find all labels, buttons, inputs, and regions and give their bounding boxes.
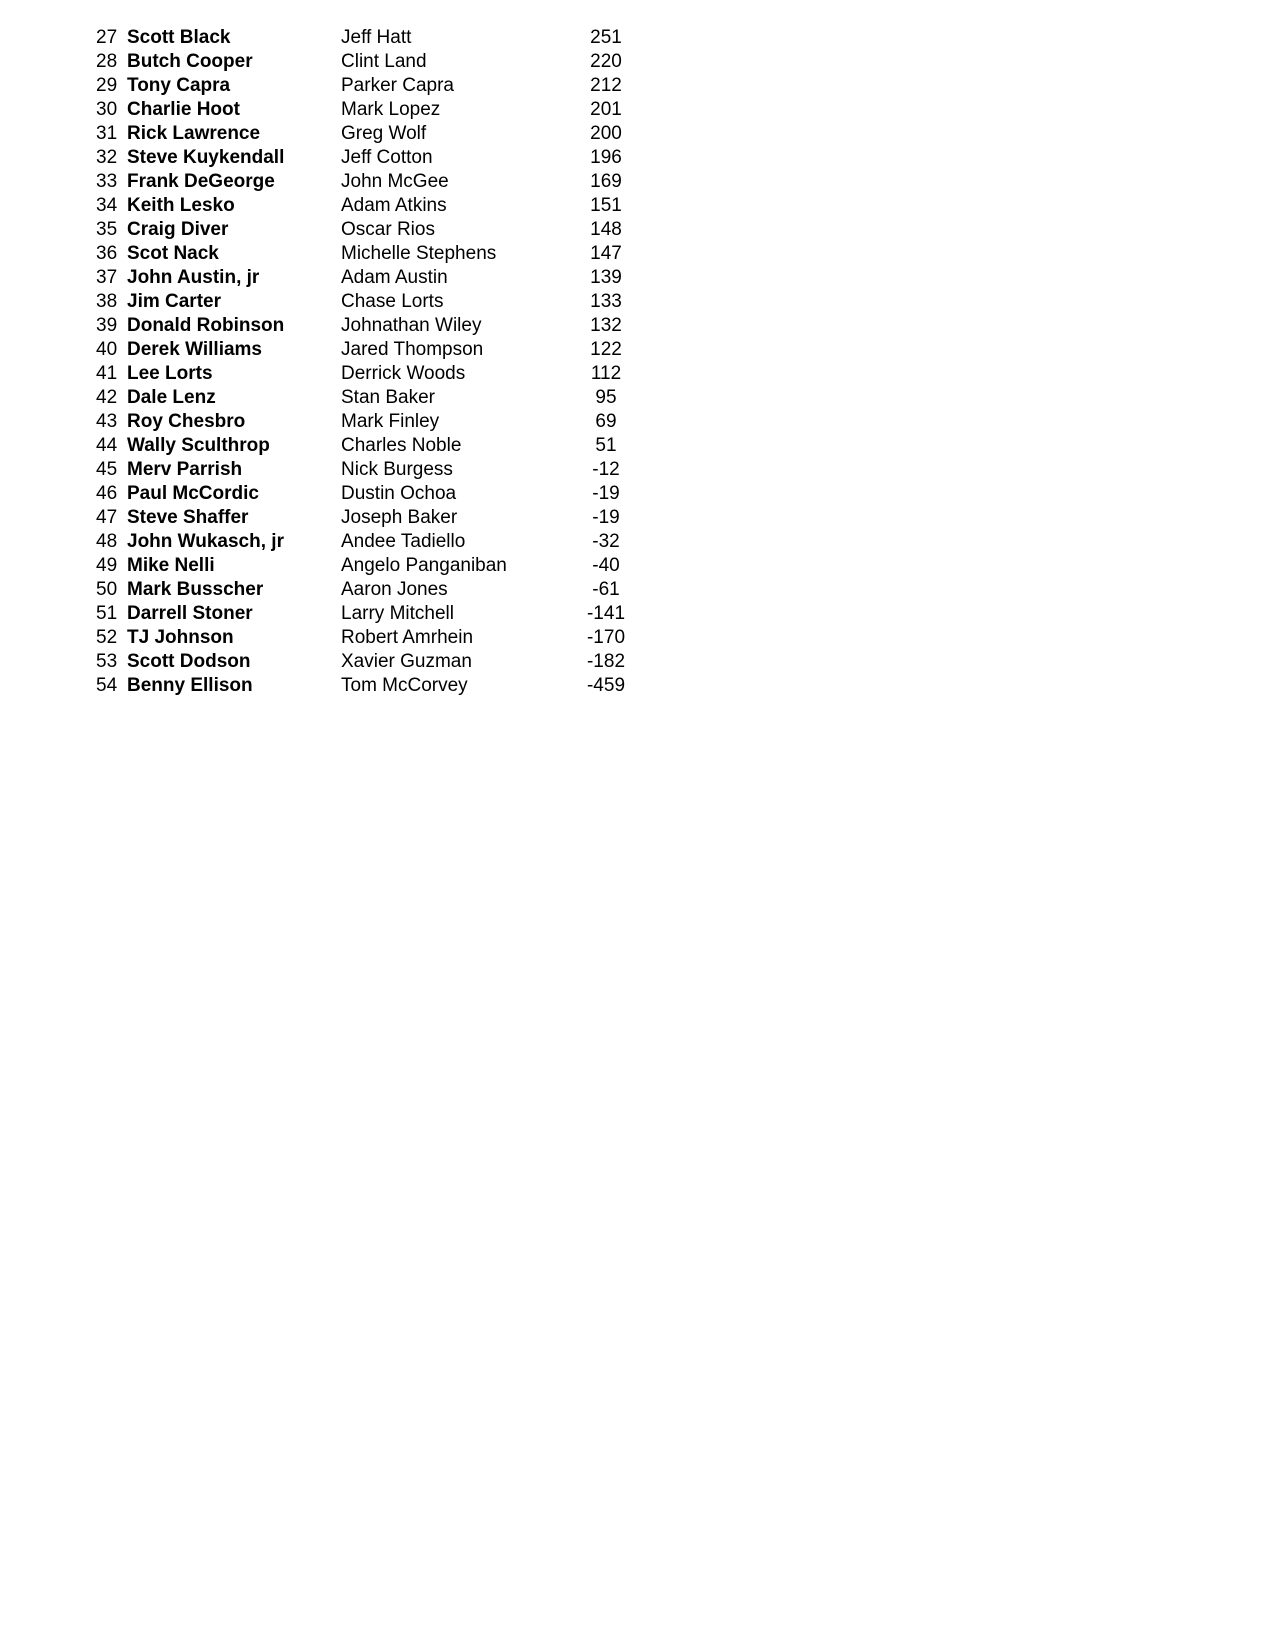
rank-cell: 51: [96, 603, 118, 624]
golfer-name: John Austin, jr: [127, 267, 260, 288]
golfer-name: Derek Williams: [127, 339, 263, 360]
score-cell: -182: [586, 651, 626, 672]
score-cell: 196: [590, 147, 622, 168]
rank-cell: 37: [96, 267, 118, 288]
golfer-name: John Wukasch, jr: [127, 531, 284, 552]
partner-name: Adam Atkins: [341, 195, 447, 216]
rank-cell: 53: [96, 651, 118, 672]
score-cell: 148: [590, 219, 622, 240]
rank-cell: 45: [96, 459, 118, 480]
score-cell: 132: [590, 315, 622, 336]
golfer-name: TJ Johnson: [127, 627, 234, 648]
rank-cell: 46: [96, 483, 118, 504]
partner-name: Xavier Guzman: [341, 651, 472, 672]
score-cell: 69: [595, 411, 617, 432]
partner-name: Larry Mitchell: [341, 603, 454, 624]
rank-cell: 29: [96, 75, 118, 96]
score-cell: 51: [595, 435, 617, 456]
score-cell: 95: [595, 387, 617, 408]
rank-cell: 36: [96, 243, 118, 264]
score-cell: 212: [590, 75, 622, 96]
rank-cell: 50: [96, 579, 118, 600]
golfer-name: Lee Lorts: [127, 363, 213, 384]
score-cell: 112: [590, 363, 622, 384]
partner-name: Andee Tadiello: [341, 531, 466, 552]
partner-name: Jeff Hatt: [341, 27, 412, 48]
rank-cell: 41: [96, 363, 118, 384]
partner-name: Chase Lorts: [341, 291, 444, 312]
rank-cell: 40: [96, 339, 118, 360]
golfer-name: Scot Nack: [127, 243, 219, 264]
rank-cell: 52: [96, 627, 118, 648]
partner-name: Michelle Stephens: [341, 243, 497, 264]
partner-name: Johnathan Wiley: [341, 315, 482, 336]
score-cell: 220: [590, 51, 622, 72]
golfer-name: Dale Lenz: [127, 387, 216, 408]
golfer-name: Mark Busscher: [127, 579, 264, 600]
score-cell: 251: [590, 27, 622, 48]
rank-cell: 54: [96, 675, 118, 696]
golfer-name: Craig Diver: [127, 219, 229, 240]
rank-cell: 30: [96, 99, 118, 120]
partner-name: Nick Burgess: [341, 459, 453, 480]
rank-cell: 34: [96, 195, 118, 216]
golfer-name: Wally Sculthrop: [127, 435, 270, 456]
score-cell: 122: [590, 339, 622, 360]
partner-name: Derrick Woods: [341, 363, 466, 384]
partner-name: Robert Amrhein: [341, 627, 474, 648]
score-cell: 201: [590, 99, 622, 120]
golfer-name: Paul McCordic: [127, 483, 259, 504]
partner-name: Mark Lopez: [341, 99, 441, 120]
golfer-name: Rick Lawrence: [127, 123, 261, 144]
partner-name: Jared Thompson: [341, 339, 484, 360]
golfer-name: Donald Robinson: [127, 315, 285, 336]
golfer-name: Tony Capra: [127, 75, 231, 96]
rank-cell: 38: [96, 291, 118, 312]
golfer-name: Keith Lesko: [127, 195, 235, 216]
rank-cell: 49: [96, 555, 118, 576]
score-cell: 147: [590, 243, 622, 264]
rank-cell: 44: [96, 435, 118, 456]
rank-cell: 33: [96, 171, 118, 192]
score-cell: 200: [590, 123, 622, 144]
partner-name: Stan Baker: [341, 387, 435, 408]
score-cell: -40: [592, 555, 620, 576]
partner-name: Oscar Rios: [341, 219, 435, 240]
golfer-name: Butch Cooper: [127, 51, 253, 72]
score-cell: -170: [586, 627, 626, 648]
rank-cell: 32: [96, 147, 118, 168]
rank-cell: 43: [96, 411, 118, 432]
rank-cell: 47: [96, 507, 118, 528]
partner-name: Dustin Ochoa: [341, 483, 457, 504]
score-cell: -19: [592, 507, 620, 528]
partner-name: Jeff Cotton: [341, 147, 433, 168]
partner-name: Adam Austin: [341, 267, 448, 288]
rank-cell: 39: [96, 315, 118, 336]
golfer-name: Darrell Stoner: [127, 603, 253, 624]
score-cell: -459: [586, 675, 626, 696]
golfer-name: Roy Chesbro: [127, 411, 246, 432]
golfer-name: Steve Shaffer: [127, 507, 249, 528]
golfer-name: Scott Dodson: [127, 651, 251, 672]
golfer-name: Frank DeGeorge: [127, 171, 275, 192]
partner-name: John McGee: [341, 171, 449, 192]
golfer-name: Merv Parrish: [127, 459, 243, 480]
partner-name: Greg Wolf: [341, 123, 427, 144]
partner-name: Aaron Jones: [341, 579, 448, 600]
score-cell: 169: [590, 171, 622, 192]
score-cell: -141: [586, 603, 626, 624]
partner-name: Joseph Baker: [341, 507, 458, 528]
golfer-name: Steve Kuykendall: [127, 147, 285, 168]
partner-name: Angelo Panganiban: [341, 555, 507, 576]
partner-name: Parker Capra: [341, 75, 454, 96]
score-cell: -12: [592, 459, 620, 480]
partner-name: Clint Land: [341, 51, 427, 72]
rank-cell: 28: [96, 51, 118, 72]
score-cell: -19: [592, 483, 620, 504]
partner-name: Tom McCorvey: [341, 675, 468, 696]
rank-cell: 48: [96, 531, 118, 552]
score-cell: -61: [592, 579, 620, 600]
score-cell: -32: [592, 531, 620, 552]
golfer-name: Benny Ellison: [127, 675, 253, 696]
rank-cell: 31: [96, 123, 118, 144]
rank-cell: 27: [96, 27, 118, 48]
rank-cell: 42: [96, 387, 118, 408]
partner-name: Mark Finley: [341, 411, 440, 432]
golfer-name: Mike Nelli: [127, 555, 215, 576]
score-cell: 133: [590, 291, 622, 312]
golfer-name: Jim Carter: [127, 291, 221, 312]
score-cell: 151: [590, 195, 622, 216]
partner-name: Charles Noble: [341, 435, 462, 456]
rank-cell: 35: [96, 219, 118, 240]
score-cell: 139: [590, 267, 622, 288]
golfer-name: Charlie Hoot: [127, 99, 240, 120]
golfer-name: Scott Black: [127, 27, 231, 48]
